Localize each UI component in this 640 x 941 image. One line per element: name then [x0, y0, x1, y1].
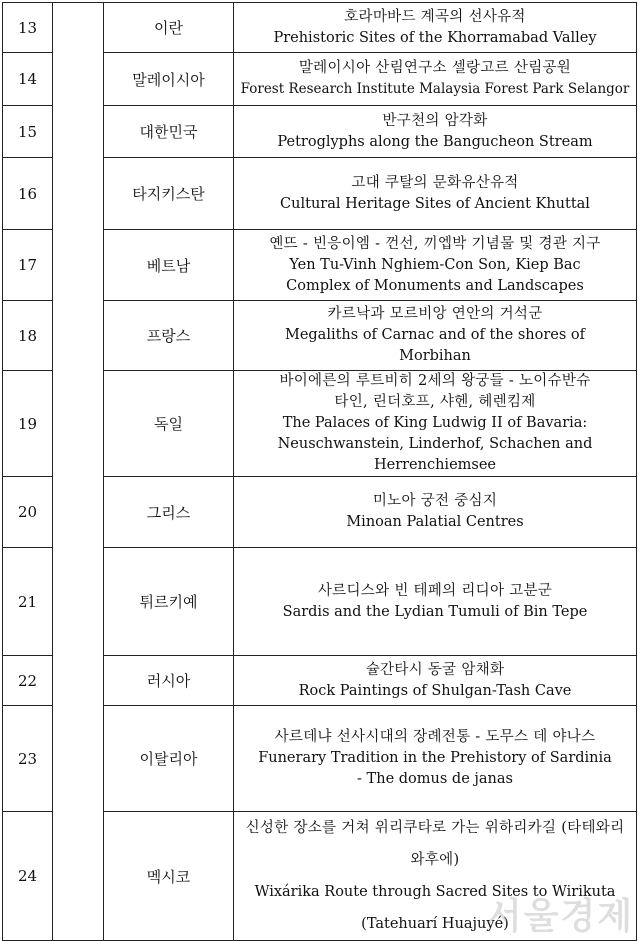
- site-name-english: Wixárika Route through Sacred Sites to Wirikuta (Tatehuarí Huajuyé): [254, 884, 616, 932]
- country-cell: 러시아: [104, 656, 234, 706]
- row-number: 16: [3, 158, 53, 230]
- site-name-cell: [234, 477, 637, 548]
- row-number: 13: [3, 3, 53, 53]
- newspaper-watermark: 서울경제: [486, 896, 634, 937]
- site-name-korean: 반구천의 암각화: [382, 112, 488, 129]
- row-number: 19: [3, 371, 53, 477]
- site-name-english: The Palaces of King Ludwig II of Bavaria: Neuschwanstein, Linderhof, Schachen and Herrenchiemsee: [277, 415, 593, 473]
- blank-column: [53, 3, 104, 941]
- site-name-korean: 신성한 장소를 거쳐 위리쿠타로 가는 위하리카길 (타테와리 와후에): [245, 820, 625, 868]
- row-number: 22: [3, 656, 53, 706]
- site-name-english: Cultural Heritage Sites of Ancient Khuttal: [280, 195, 590, 212]
- row-number: 14: [3, 53, 53, 106]
- row-number: 23: [3, 706, 53, 812]
- site-name-cell: [234, 230, 637, 301]
- country-cell: 독일: [104, 371, 234, 477]
- site-name-english: Forest Research Institute Malaysia Forest Park Selangor: [240, 81, 630, 97]
- row-number: 15: [3, 106, 53, 158]
- country-cell: 이란: [104, 3, 234, 53]
- country-cell: 베트남: [104, 230, 234, 301]
- site-name-cell: [234, 3, 637, 53]
- site-name-english: Yen Tu-Vinh Nghiem-Con Son, Kiep Bac Complex of Monuments and Landscapes: [286, 256, 584, 294]
- table-row: [3, 3, 637, 53]
- country-cell: 이탈리아: [104, 706, 234, 812]
- site-name-korean: 말레이시아 산림연구소 셀랑고르 산림공원: [298, 60, 572, 76]
- row-number: 20: [3, 477, 53, 548]
- site-name-cell: [234, 706, 637, 812]
- site-name-english: Petroglyphs along the Bangucheon Stream: [277, 133, 593, 150]
- country-cell: 멕시코: [104, 812, 234, 941]
- site-name-english: Sardis and the Lydian Tumuli of Bin Tepe: [282, 603, 588, 620]
- site-name-english: Minoan Palatial Centres: [346, 514, 524, 530]
- site-name-korean: 옌뜨 - 빈응이엠 - 껀선, 끼엡박 기념물 및 경관 지구: [269, 235, 601, 252]
- country-cell: 타지키스탄: [104, 158, 234, 230]
- site-name-english: Funerary Tradition in the Prehistory of Sardinia - The domus de janas: [258, 750, 612, 787]
- site-name-cell: [234, 158, 637, 230]
- country-cell: 그리스: [104, 477, 234, 548]
- country-cell: 대한민국: [104, 106, 234, 158]
- country-cell: 프랑스: [104, 301, 234, 371]
- site-name-korean: 사르데냐 선사시대의 장례전통 - 도무스 데 야나스: [274, 729, 596, 745]
- site-name-cell: [234, 371, 637, 477]
- site-name-cell: [234, 656, 637, 706]
- site-name-korean: 미노아 궁전 중심지: [372, 493, 498, 509]
- row-number: 18: [3, 301, 53, 371]
- site-name-english: Prehistoric Sites of the Khorramabad Valley: [273, 29, 597, 46]
- site-name-cell: [234, 301, 637, 371]
- site-name-korean: 사르디스와 빈 테페의 리디아 고분군: [317, 582, 553, 599]
- country-cell: 말레이시아: [104, 53, 234, 106]
- site-name-english: Megaliths of Carnac and of the shores of Morbihan: [284, 327, 586, 364]
- country-cell: 튀르키예: [104, 548, 234, 656]
- row-number: 17: [3, 230, 53, 301]
- site-name-cell: [234, 548, 637, 656]
- site-name-korean: 호라마바드 계곡의 선사유적: [344, 8, 526, 25]
- site-name-korean: 바이에른의 루트비히 2세의 왕궁들 - 노이슈반슈타인, 린더호프, 샤헨, 헤렌킴제: [279, 373, 591, 410]
- site-name-cell: [234, 106, 637, 158]
- row-number: 21: [3, 548, 53, 656]
- site-name-korean: 슐간타시 동굴 암채화: [365, 661, 505, 678]
- site-name-cell: [234, 53, 637, 106]
- heritage-sites-table: [2, 2, 637, 941]
- site-name-korean: 고대 쿠탈의 문화유산유적: [351, 174, 519, 191]
- site-name-korean: 카르낙과 모르비앙 연안의 거석군: [327, 306, 543, 322]
- site-name-english: Rock Paintings of Shulgan-Tash Cave: [298, 682, 572, 699]
- row-number: 24: [3, 812, 53, 941]
